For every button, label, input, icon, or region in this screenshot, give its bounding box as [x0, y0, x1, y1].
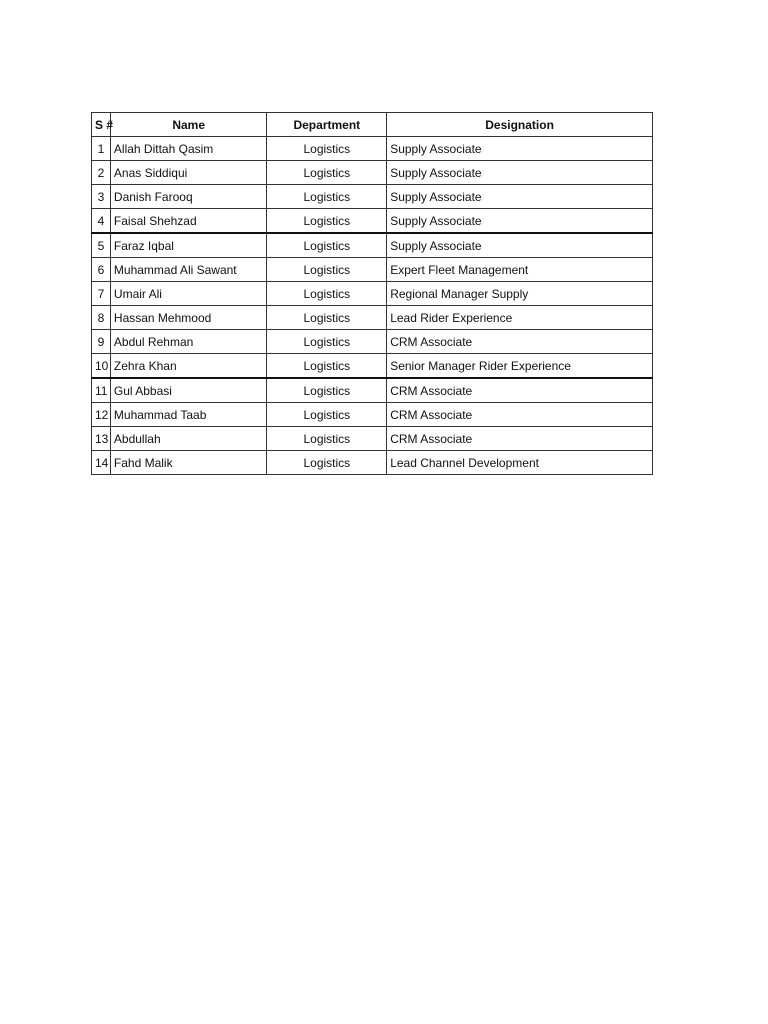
cell-name: Zehra Khan: [110, 354, 267, 379]
cell-serial-number: 8: [92, 306, 111, 330]
table-header: [92, 113, 653, 137]
employee-table: [91, 112, 653, 475]
cell-name: Danish Farooq: [110, 185, 267, 209]
cell-serial-number: 2: [92, 161, 111, 185]
cell-name: Faraz Iqbal: [110, 233, 267, 258]
table-row: [92, 209, 653, 234]
cell-department: Logistics: [267, 451, 387, 475]
cell-serial-number: 3: [92, 185, 111, 209]
cell-department: Logistics: [267, 427, 387, 451]
cell-designation: CRM Associate: [387, 427, 653, 451]
cell-serial-number: 5: [92, 233, 111, 258]
cell-serial-number: 6: [92, 258, 111, 282]
cell-designation: Regional Manager Supply: [387, 282, 653, 306]
table-row: [92, 258, 653, 282]
cell-serial-number: 13: [92, 427, 111, 451]
cell-designation: Lead Rider Experience: [387, 306, 653, 330]
table-row: [92, 161, 653, 185]
header-serial-number: S #: [92, 113, 111, 137]
cell-name: Muhammad Ali Sawant: [110, 258, 267, 282]
cell-name: Fahd Malik: [110, 451, 267, 475]
cell-serial-number: 11: [92, 378, 111, 403]
cell-department: Logistics: [267, 306, 387, 330]
cell-department: Logistics: [267, 330, 387, 354]
cell-department: Logistics: [267, 161, 387, 185]
cell-name: Gul Abbasi: [110, 378, 267, 403]
cell-department: Logistics: [267, 403, 387, 427]
cell-department: Logistics: [267, 185, 387, 209]
cell-department: Logistics: [267, 233, 387, 258]
cell-designation: Supply Associate: [387, 185, 653, 209]
table-row: [92, 354, 653, 379]
cell-designation: Supply Associate: [387, 233, 653, 258]
cell-name: Hassan Mehmood: [110, 306, 267, 330]
cell-serial-number: 12: [92, 403, 111, 427]
table-row: [92, 427, 653, 451]
cell-designation: Supply Associate: [387, 209, 653, 234]
cell-designation: Senior Manager Rider Experience: [387, 354, 653, 379]
cell-department: Logistics: [267, 378, 387, 403]
cell-name: Anas Siddiqui: [110, 161, 267, 185]
cell-name: Faisal Shehzad: [110, 209, 267, 234]
cell-department: Logistics: [267, 209, 387, 234]
cell-name: Abdullah: [110, 427, 267, 451]
table-row: [92, 185, 653, 209]
table-row: [92, 330, 653, 354]
cell-name: Allah Dittah Qasim: [110, 137, 267, 161]
cell-department: Logistics: [267, 258, 387, 282]
table-row: [92, 451, 653, 475]
cell-serial-number: 14: [92, 451, 111, 475]
table-row: [92, 137, 653, 161]
cell-serial-number: 9: [92, 330, 111, 354]
table-body: [92, 137, 653, 475]
cell-department: Logistics: [267, 282, 387, 306]
cell-designation: Supply Associate: [387, 137, 653, 161]
cell-serial-number: 10: [92, 354, 111, 379]
header-name: Name: [110, 113, 267, 137]
cell-serial-number: 7: [92, 282, 111, 306]
cell-designation: CRM Associate: [387, 378, 653, 403]
table-row: [92, 378, 653, 403]
header-row: [92, 113, 653, 137]
cell-name: Abdul Rehman: [110, 330, 267, 354]
cell-designation: Expert Fleet Management: [387, 258, 653, 282]
table-row: [92, 306, 653, 330]
cell-designation: CRM Associate: [387, 330, 653, 354]
table-row: [92, 233, 653, 258]
cell-name: Muhammad Taab: [110, 403, 267, 427]
cell-department: Logistics: [267, 137, 387, 161]
header-designation: Designation: [387, 113, 653, 137]
cell-department: Logistics: [267, 354, 387, 379]
cell-designation: CRM Associate: [387, 403, 653, 427]
table-row: [92, 282, 653, 306]
cell-name: Umair Ali: [110, 282, 267, 306]
cell-designation: Supply Associate: [387, 161, 653, 185]
table-row: [92, 403, 653, 427]
cell-designation: Lead Channel Development: [387, 451, 653, 475]
cell-serial-number: 1: [92, 137, 111, 161]
cell-serial-number: 4: [92, 209, 111, 234]
header-department: Department: [267, 113, 387, 137]
